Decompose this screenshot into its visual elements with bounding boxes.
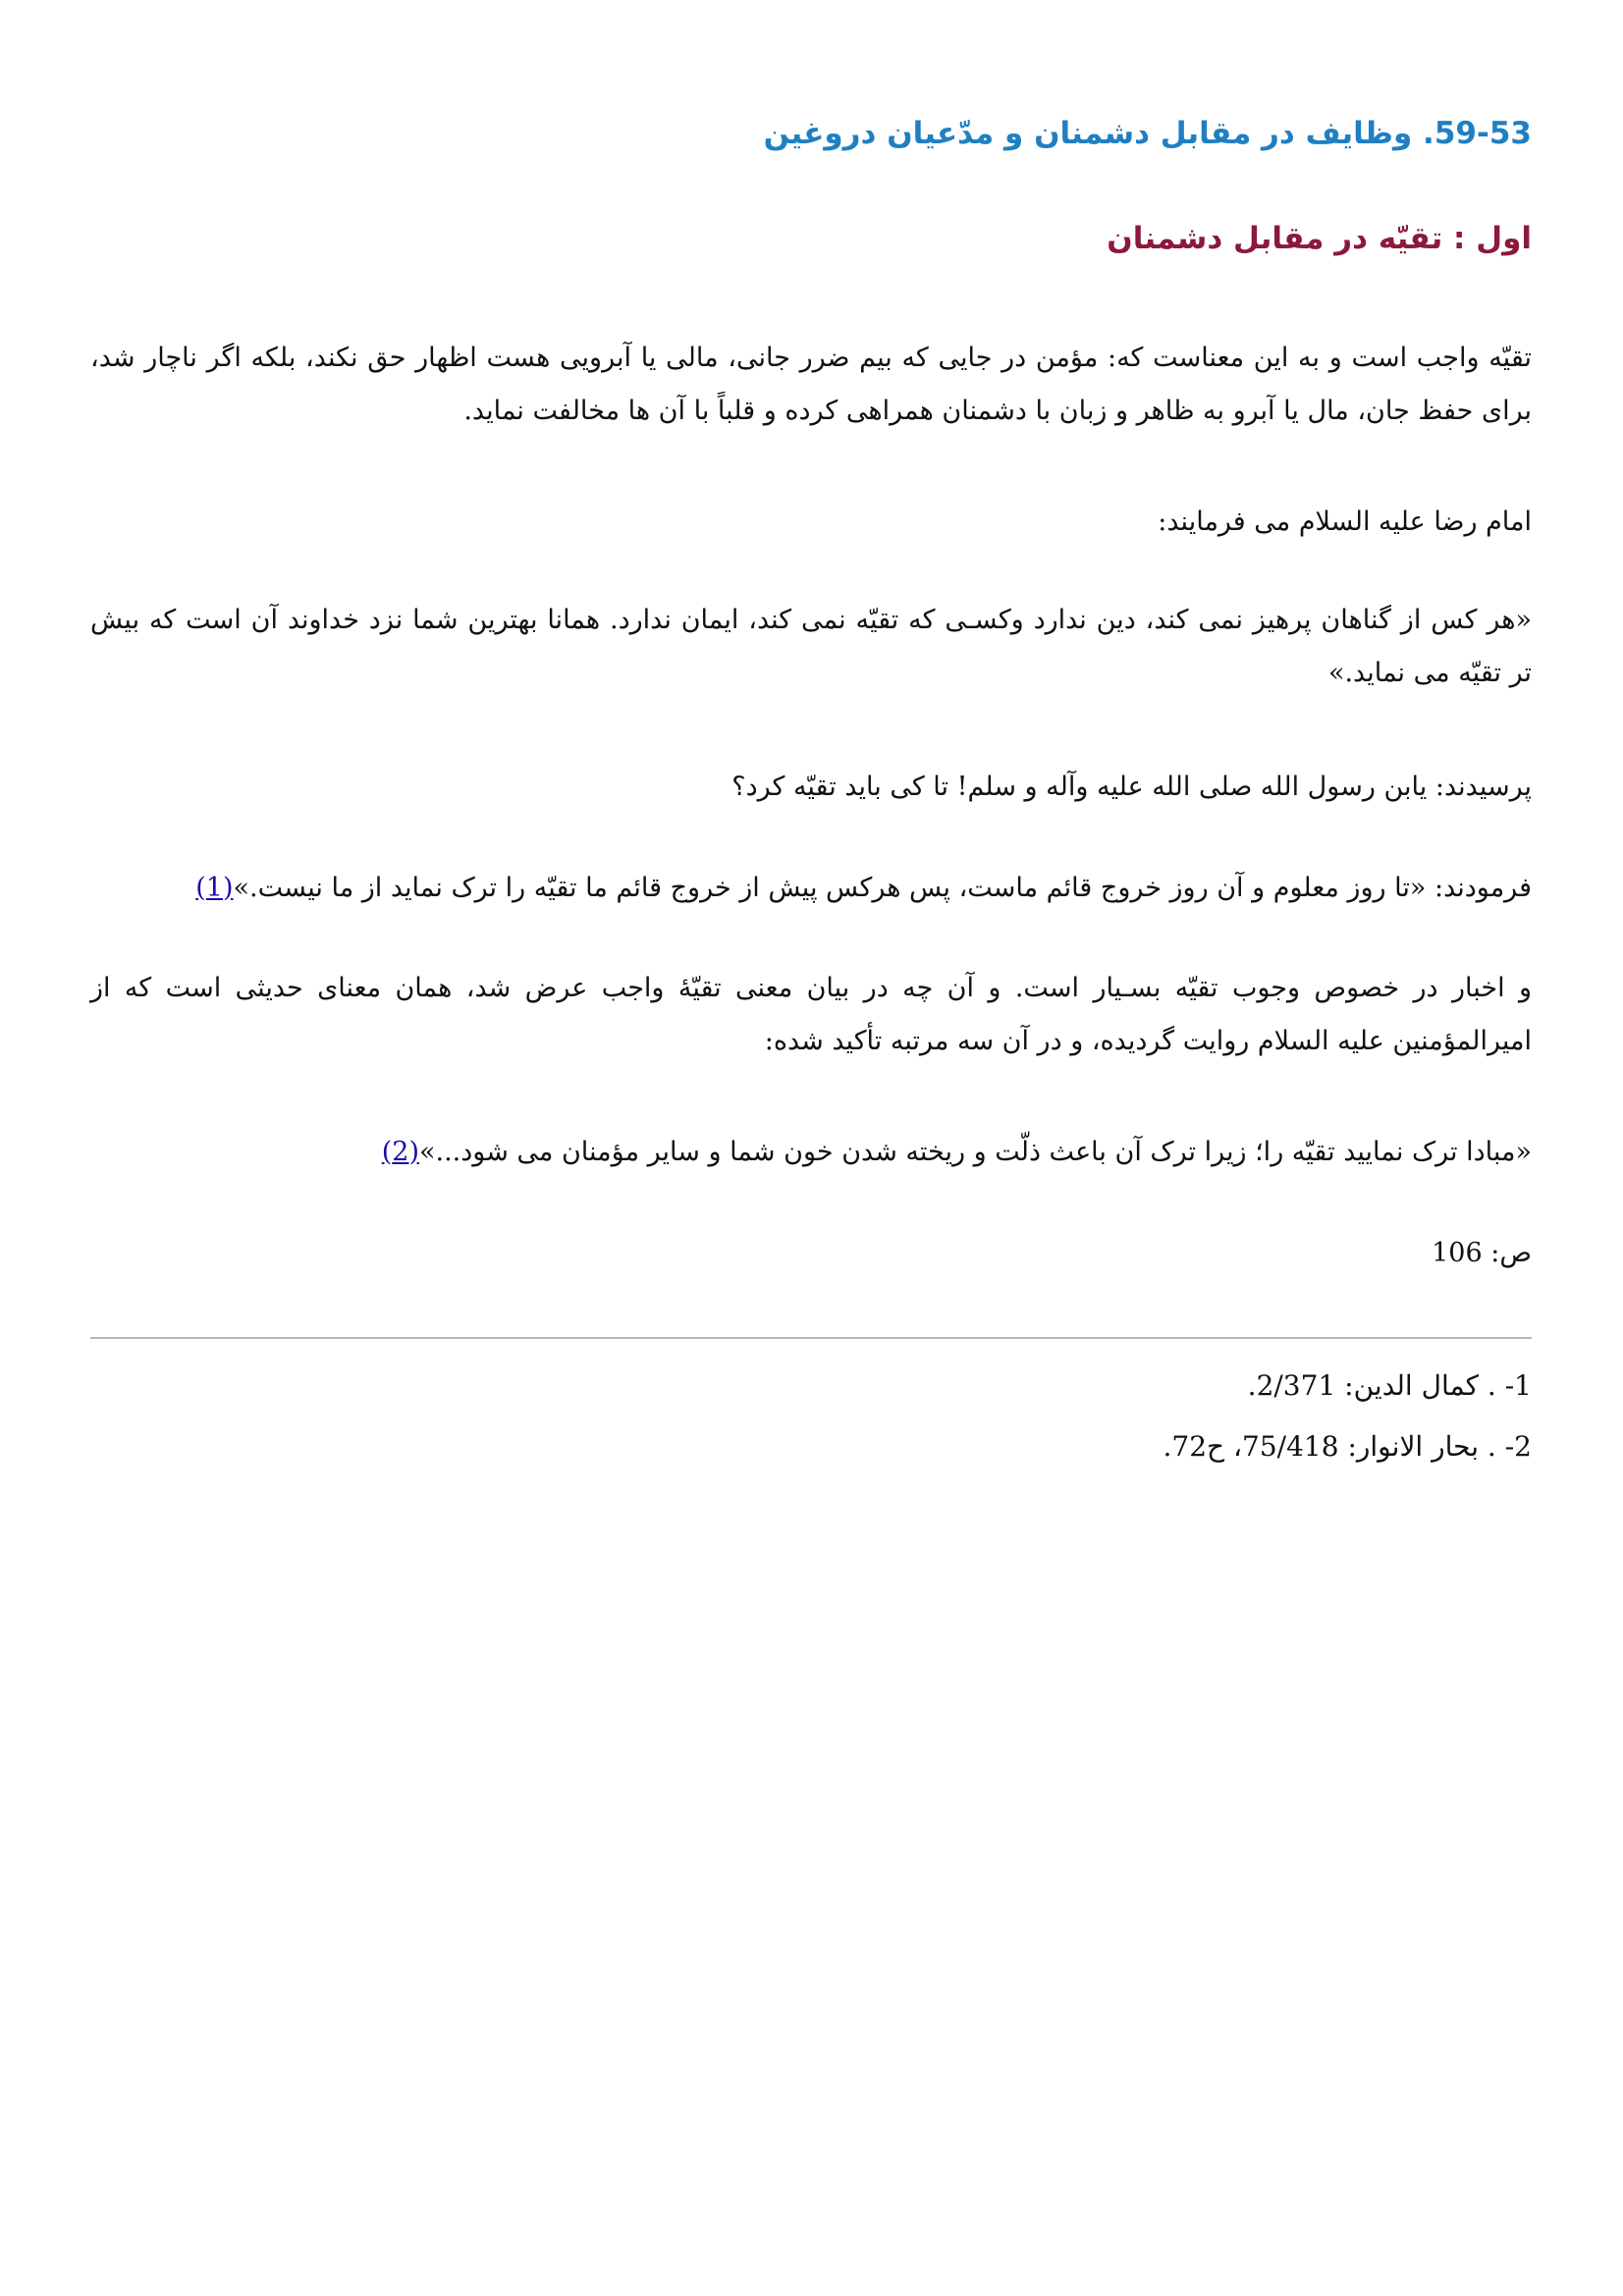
footnote-ref-2-link[interactable]: (2) (381, 1137, 419, 1167)
paragraph-taqiyya-definition: تقیّه واجب است و به این معناست که: مؤمن در جایی که بیم ضرر جانی، مالی یا آبرویی هست اظهار حق نکند، بلکه اگر ناچار شد، برای حفظ جان، مال یا آبرو به ظاهر و زبان با دشمنان همراهی کرده و قلباً با آن ها مخالفت نماید. (90, 343, 1532, 426)
section-title: 59-53. وظایف در مقابل دشمنان و مدّعیان دروغین (763, 116, 1532, 151)
paragraph-answer (90, 862, 1532, 915)
paragraph-warning-quote (90, 1126, 1532, 1179)
paragraph-warning-text: «مبادا ترک نمایید تقیّه را؛ زیرا ترک آن باعث ذلّت و ریخته شدن خون شما و سایر مؤمنان می شود...» (418, 1137, 1532, 1167)
paragraph-question: پرسیدند: یابن رسول الله صلی الله علیه وآله و سلم! تا کی باید تقیّه کرد؟ (731, 772, 1532, 802)
paragraph-hadith-quote: «هر کس از گناهان پرهیز نمی کند، دین ندارد وکسـی که تقیّه نمی کند، ایمان ندارد. همانا بهترین شما نزد خداوند آن است که بیش تر تقیّه می نماید.» (90, 605, 1532, 688)
footnote-divider (90, 1337, 1532, 1339)
footnote-ref-1-link[interactable]: (1) (195, 873, 234, 903)
paragraph-hadith-reports: و اخبار در خصوص وجوب تقیّه بسـیار است. و آن چه در بیان معنی تقیّهٔ واجب عرض شد، همان معنای حدیثی است که از امیرالمؤمنین علیه السلام روایت گردیده، و در آن سه مرتبه تأکید شده: (90, 973, 1532, 1056)
footnote-1: 1- . کمال الدین: 2/371. (1247, 1369, 1532, 1402)
paragraph-answer-text: فرمودند: «تا روز معلوم و آن روز خروج قائم ماست، پس هرکس پیش از خروج قائم ما تقیّه را ترک نماید از ما نیست.» (233, 873, 1532, 903)
sub-title: اول : تقیّه در مقابل دشمنان (1107, 221, 1532, 256)
footnote-2: 2- . بحار الانوار: 75/418، ح72. (1163, 1430, 1532, 1463)
paragraph-imam-reza-intro: امام رضا علیه السلام می فرمایند: (1158, 507, 1532, 537)
page-number: ص: 106 (1432, 1238, 1532, 1268)
document-page (90, 0, 1532, 2296)
